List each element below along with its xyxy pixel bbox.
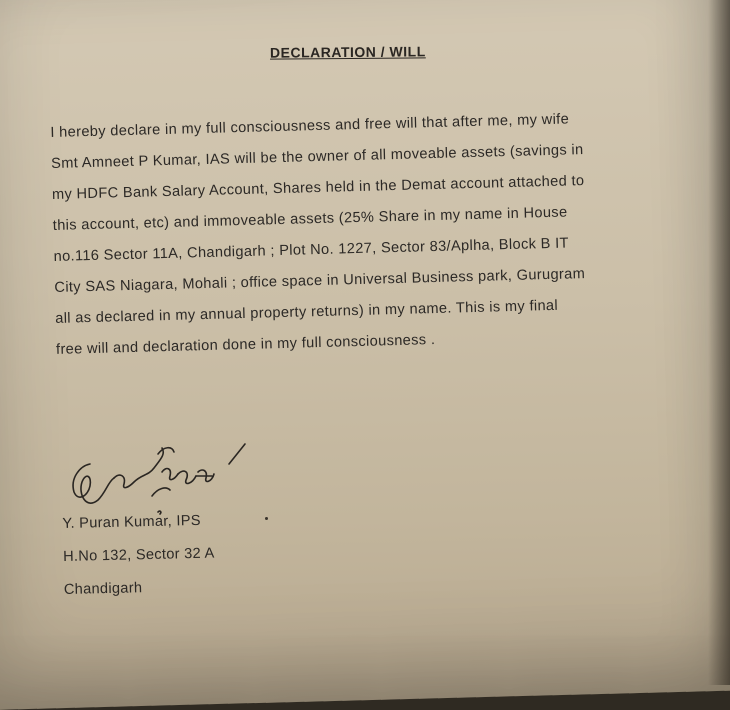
signatory-block [62,505,216,607]
body-line: free will and declaration done in my full consciousness . [55,331,436,358]
signatory-city: Chandigarh [63,580,143,598]
declaration-body [50,101,696,366]
ink-dot [265,517,268,520]
signatory-address-line: H.No 132, Sector 32 A [62,545,215,565]
body-line: I hereby declare in my full consciousness and free will that after me, my wife [50,111,570,141]
body-line: my HDFC Bank Salary Account, Shares held in the Demat account attached to [51,173,585,203]
document-title: DECLARATION / WILL [269,43,426,61]
signature-tick-mark [225,440,249,468]
body-line: no.116 Sector 11A, Chandigarh ; Plot No. 1227, Sector 83/Aplha, Block B IT [53,235,570,265]
body-line: all as declared in my annual property returns) in my name. This is my final [55,297,559,327]
body-line: Smt Amneet P Kumar, IAS will be the owner of all moveable assets (savings in [50,142,584,172]
page-shadow [708,0,730,685]
body-line: City SAS Niagara, Mohali ; office space in Universal Business park, Gurugram [54,266,586,296]
body-line: this account, etc) and immoveable assets (25% Share in my name in House [52,204,568,234]
signatory-name: Y. Puran Kumar, IPS [62,512,201,532]
